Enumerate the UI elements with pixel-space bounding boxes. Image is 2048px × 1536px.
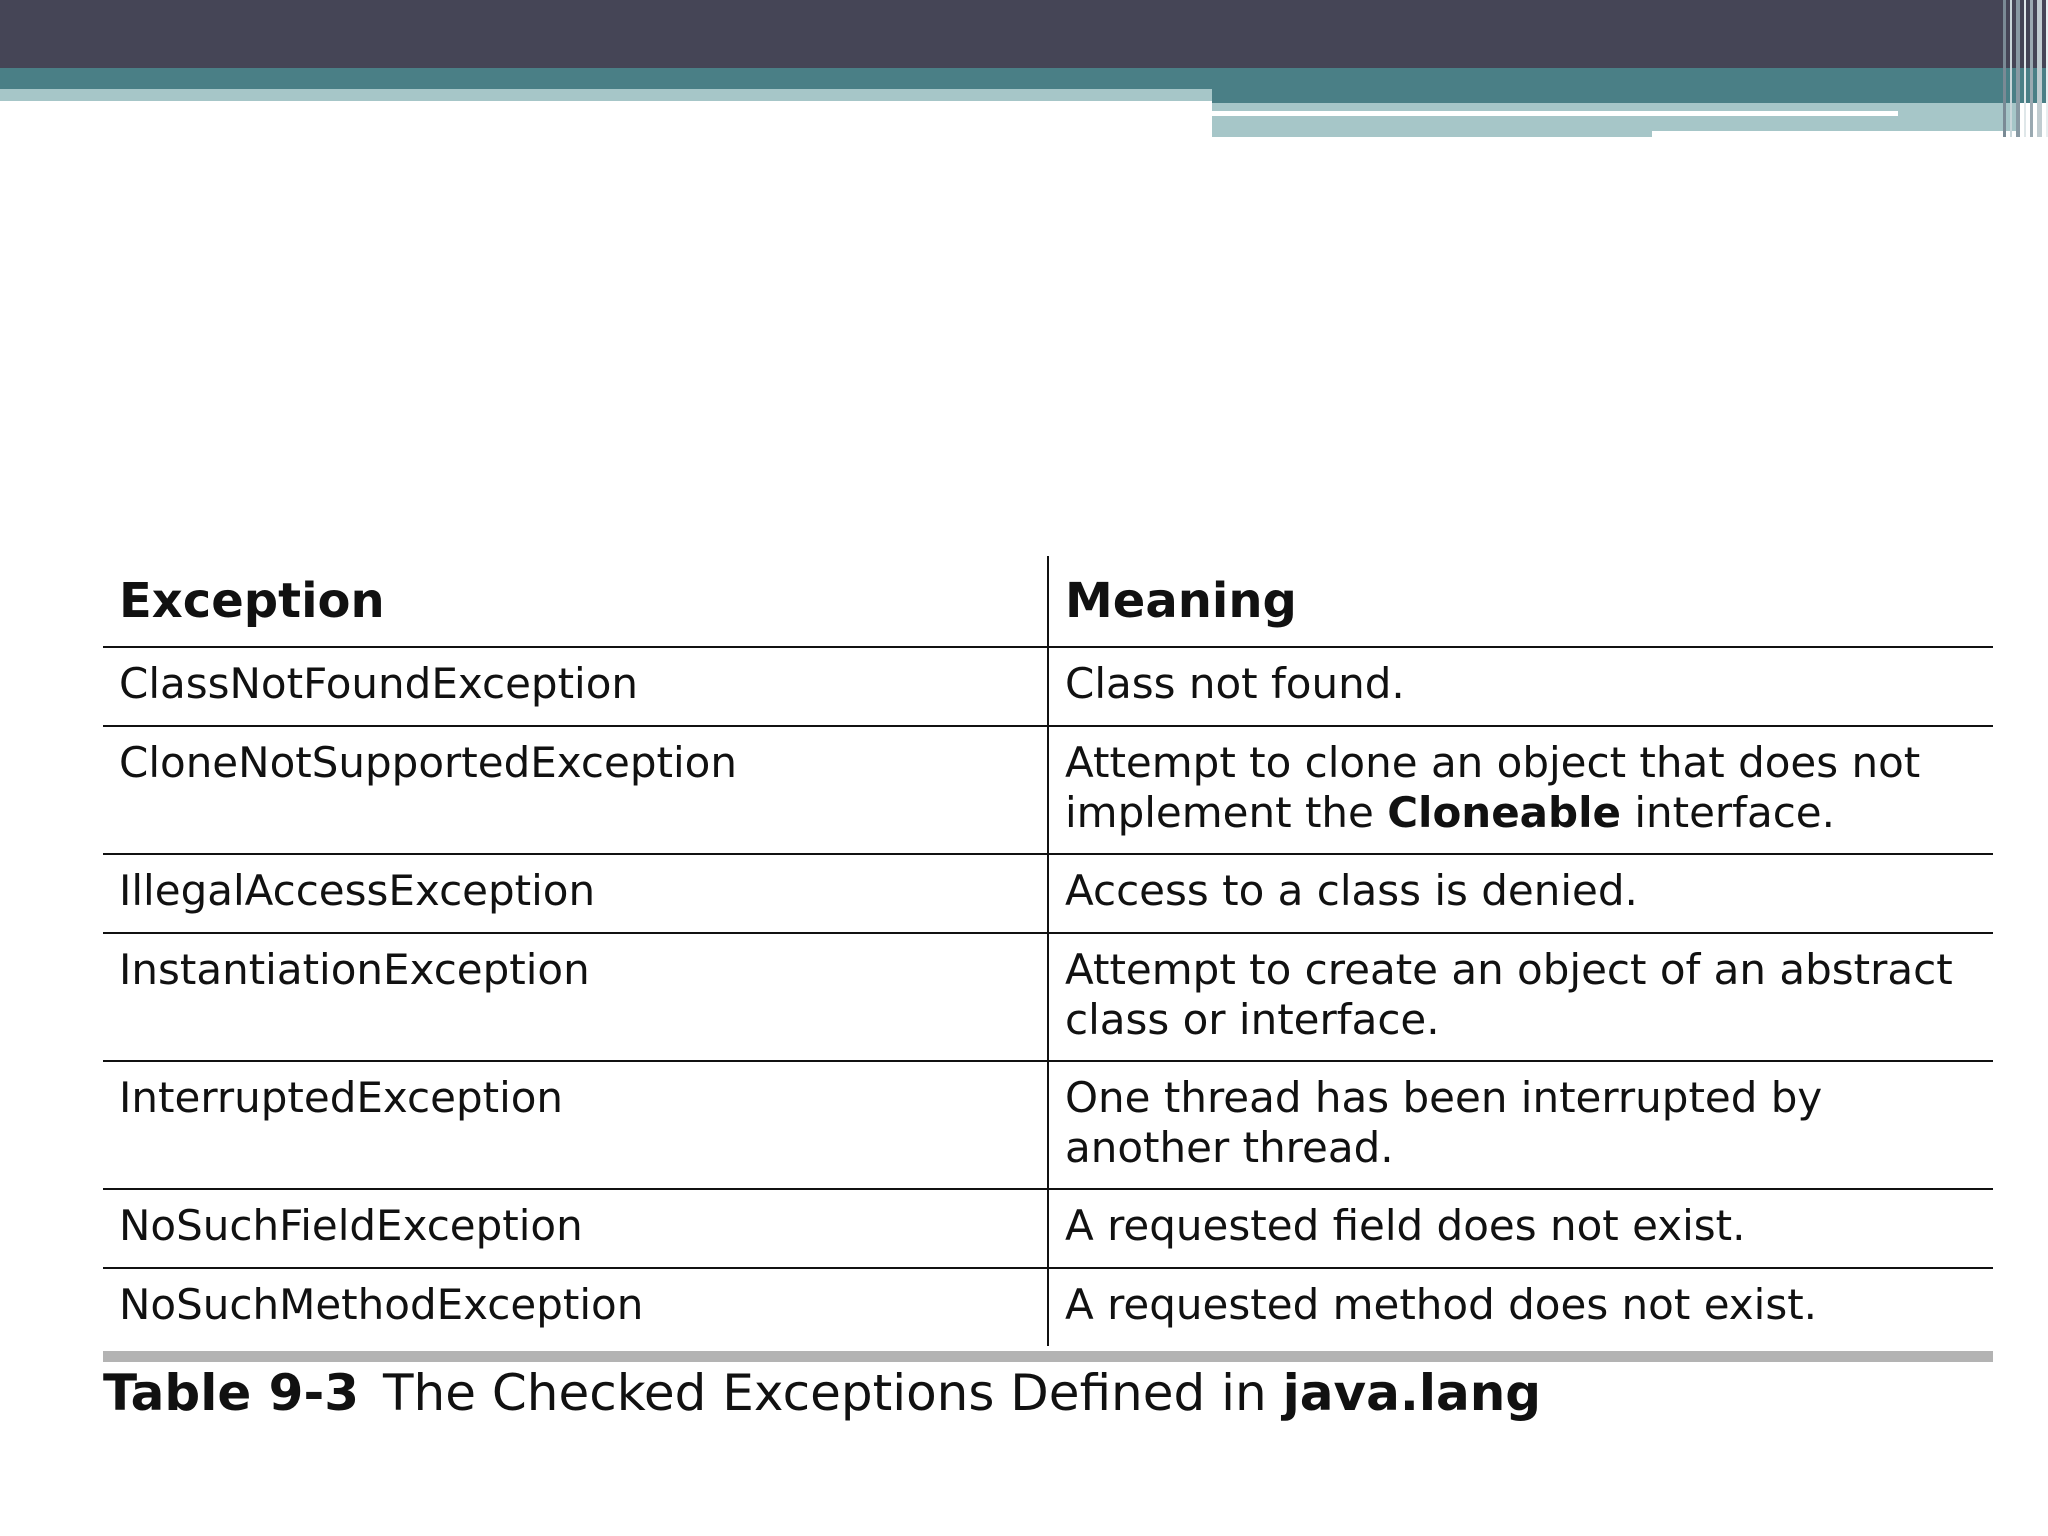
table-bottom-rule [103,1351,1993,1362]
checked-exceptions-table-container [103,556,1993,1422]
header-light-bar-left [0,89,1212,101]
caption-code: java.lang [1282,1364,1542,1422]
header-white-notch [1652,131,2022,137]
exception-meaning: Class not found. [1048,647,1993,726]
table-row [103,647,1993,726]
exception-meaning [1048,726,1993,854]
exception-meaning: A requested method does not exist. [1065,1280,1818,1329]
table-row [103,854,1993,933]
checked-exceptions-table [103,556,1993,1346]
exception-name: IllegalAccessException [103,854,1048,933]
exception-meaning: One thread has been interrupted by another thread. [1048,1061,1993,1189]
table-row [103,1268,1993,1346]
exception-name: NoSuchMethodException [103,1268,1048,1346]
caption-text: The Checked Exceptions Defined in [382,1364,1283,1422]
table-header-row [103,556,1993,647]
meaning-code: Cloneable [1387,788,1621,837]
table-row [103,933,1993,1061]
table-row [103,1061,1993,1189]
header-meaning: Meaning [1048,556,1993,647]
caption-number: Table 9-3 [103,1364,359,1422]
header-white-line [1212,111,1898,116]
exception-name: InterruptedException [103,1061,1048,1189]
header-teal-bar [0,68,2048,89]
exception-name: NoSuchFieldException [103,1189,1048,1268]
header-dark-bar [0,0,2048,68]
exception-name: ClassNotFoundException [103,647,1048,726]
exception-name: InstantiationException [103,933,1048,1061]
meaning-text: interface. [1620,788,1835,837]
header-stripes-decoration [1988,0,2048,137]
header-exception: Exception [103,556,1048,647]
table-row [103,1189,1993,1268]
exception-meaning: Access to a class is denied. [1048,854,1993,933]
table-row [103,726,1993,854]
header-teal-bar-right [1212,89,2048,103]
table-caption [103,1364,1993,1422]
exception-meaning: Attempt to create an object of an abstract class or interface. [1048,933,1993,1061]
exception-name: CloneNotSupportedException [103,726,1048,854]
meaning-text: Attempt to clone an object that does not implement the [1065,738,1921,837]
exception-meaning: A requested field does not exist. [1048,1189,1993,1268]
